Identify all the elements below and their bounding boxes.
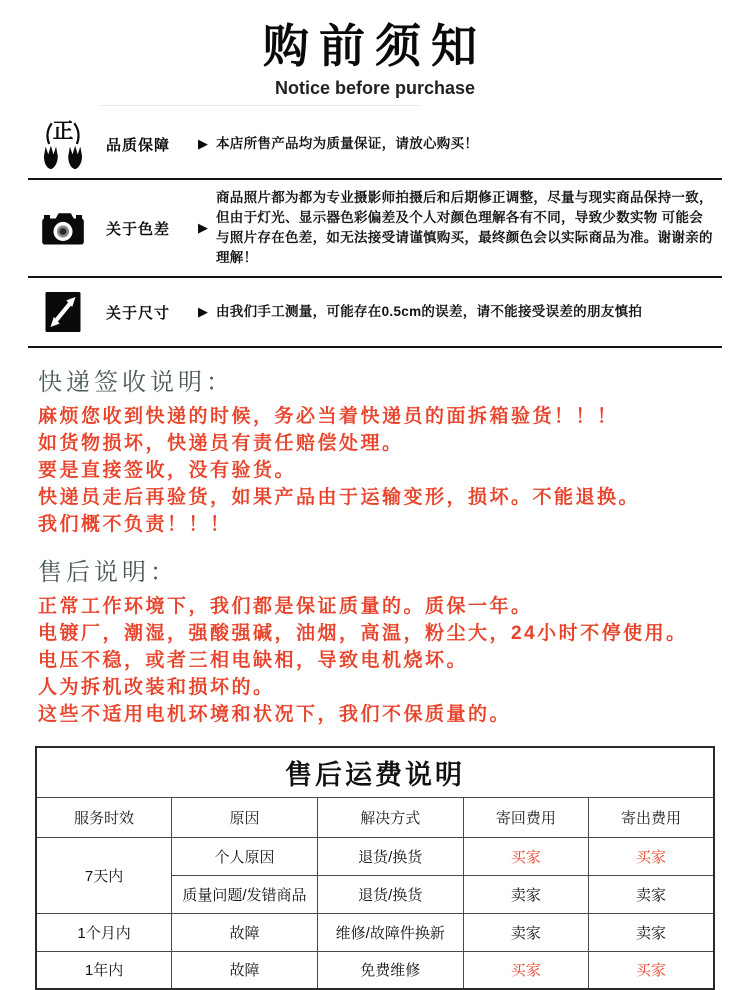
triangle-bullet-icon: ▶	[198, 304, 208, 319]
delivery-notice-line: 我们概不负责！！！	[38, 514, 232, 535]
cell-solution: 免费维修	[317, 951, 463, 989]
table-row	[36, 913, 714, 951]
cell-return-fee: 买家	[463, 951, 588, 989]
cell-service-time: 7天内	[36, 837, 172, 913]
header	[0, 0, 750, 106]
col-header-service-time: 服务时效	[36, 797, 172, 837]
page-subtitle: Notice before purchase	[274, 78, 476, 98]
table-title: 售后运费说明	[36, 747, 714, 797]
triangle-bullet-icon: ▶	[198, 136, 208, 151]
info-row-label: 关于色差	[106, 220, 171, 238]
aftersales-notice-line: 这些不适用电机环境和状况下，我们不保质量的。	[38, 704, 512, 725]
cell-service-time: 1个月内	[36, 913, 172, 951]
quality-hands-icon	[34, 118, 92, 170]
ruler-arrow-icon	[34, 286, 92, 338]
delivery-notice-line: 如货物损坏，快递员有责任赔偿处理。	[38, 433, 404, 454]
cell-send-fee: 卖家	[589, 913, 714, 951]
page-title: 购前须知	[263, 20, 487, 72]
cell-reason: 故障	[172, 951, 318, 989]
table-header-row	[36, 797, 714, 837]
col-header-reason: 原因	[172, 797, 318, 837]
table-row	[36, 951, 714, 989]
cell-return-fee: 买家	[463, 837, 588, 875]
info-row-text: 本店所售产品均为质量保证，请放心购买！	[216, 136, 479, 151]
info-row-text: 由我们手工测量，可能存在0.5cm的误差，请不能接受误差的朋友慎拍	[216, 304, 643, 319]
info-row-size	[28, 278, 722, 348]
table-title-row	[36, 747, 714, 797]
table-row	[36, 837, 714, 875]
guarantee-rows	[28, 110, 722, 348]
aftersales-notice-heading: 售后说明：	[38, 559, 178, 586]
aftersales-notice-section	[38, 552, 750, 728]
cell-service-time: 1年内	[36, 951, 172, 989]
cell-solution: 退货/换货	[317, 837, 463, 875]
cell-reason: 故障	[172, 913, 318, 951]
svg-text:正: 正	[52, 119, 74, 143]
cell-send-fee: 卖家	[589, 875, 714, 913]
cell-reason: 质量问题/发错商品	[172, 875, 318, 913]
cell-reason: 个人原因	[172, 837, 318, 875]
info-row-quality	[28, 110, 722, 180]
aftersales-notice-line: 电压不稳，或者三相电缺相，导致电机烧坏。	[38, 650, 469, 671]
delivery-notice-line: 麻烦您收到快递的时候，务必当着快递员的面拆箱验货！！！	[38, 406, 619, 427]
info-row-text: 商品照片都为都为专业摄影师拍摄后和后期修正调整，尽量与现实商品保持一致，但由于灯光、显示器色彩偏差及个人对颜色理解各有不同，导致少数实物 可能会与照片存在色差，如无法接受请谨慎购买，最终颜色会以实际商品为准。谢谢亲的理解！	[216, 190, 713, 265]
aftersales-notice-line: 电镀厂，潮湿，强酸强碱，油烟，高温，粉尘大，24小时不停使用。	[38, 623, 688, 644]
delivery-notice-line: 快递员走后再验货，如果产品由于运输变形，损坏。不能退换。	[38, 487, 641, 508]
col-header-solution: 解决方式	[317, 797, 463, 837]
cell-send-fee: 买家	[589, 951, 714, 989]
delivery-notice-line: 要是直接签收，没有验货。	[38, 460, 297, 481]
shipping-fee-table	[35, 746, 715, 990]
aftersales-notice-line: 人为拆机改装和损坏的。	[38, 677, 275, 698]
cell-solution: 维修/故障件换新	[317, 913, 463, 951]
info-row-label: 品质保障	[106, 136, 171, 154]
delivery-notice-section	[38, 362, 750, 538]
info-row-label: 关于尺寸	[106, 304, 171, 322]
cell-return-fee: 卖家	[463, 913, 588, 951]
delivery-notice-heading: 快递签收说明：	[38, 369, 234, 396]
aftersales-notice-line: 正常工作环境下，我们都是保证质量的。质保一年。	[38, 596, 533, 617]
camera-icon	[34, 202, 92, 254]
cell-return-fee: 卖家	[463, 875, 588, 913]
cell-solution: 退货/换货	[317, 875, 463, 913]
header-divider	[100, 105, 420, 106]
info-row-color	[28, 180, 722, 278]
col-header-send-fee: 寄出费用	[589, 797, 714, 837]
cell-send-fee: 买家	[589, 837, 714, 875]
col-header-return-fee: 寄回费用	[463, 797, 588, 837]
triangle-bullet-icon: ▶	[198, 220, 208, 235]
shipping-fee-table-wrap	[35, 746, 715, 990]
